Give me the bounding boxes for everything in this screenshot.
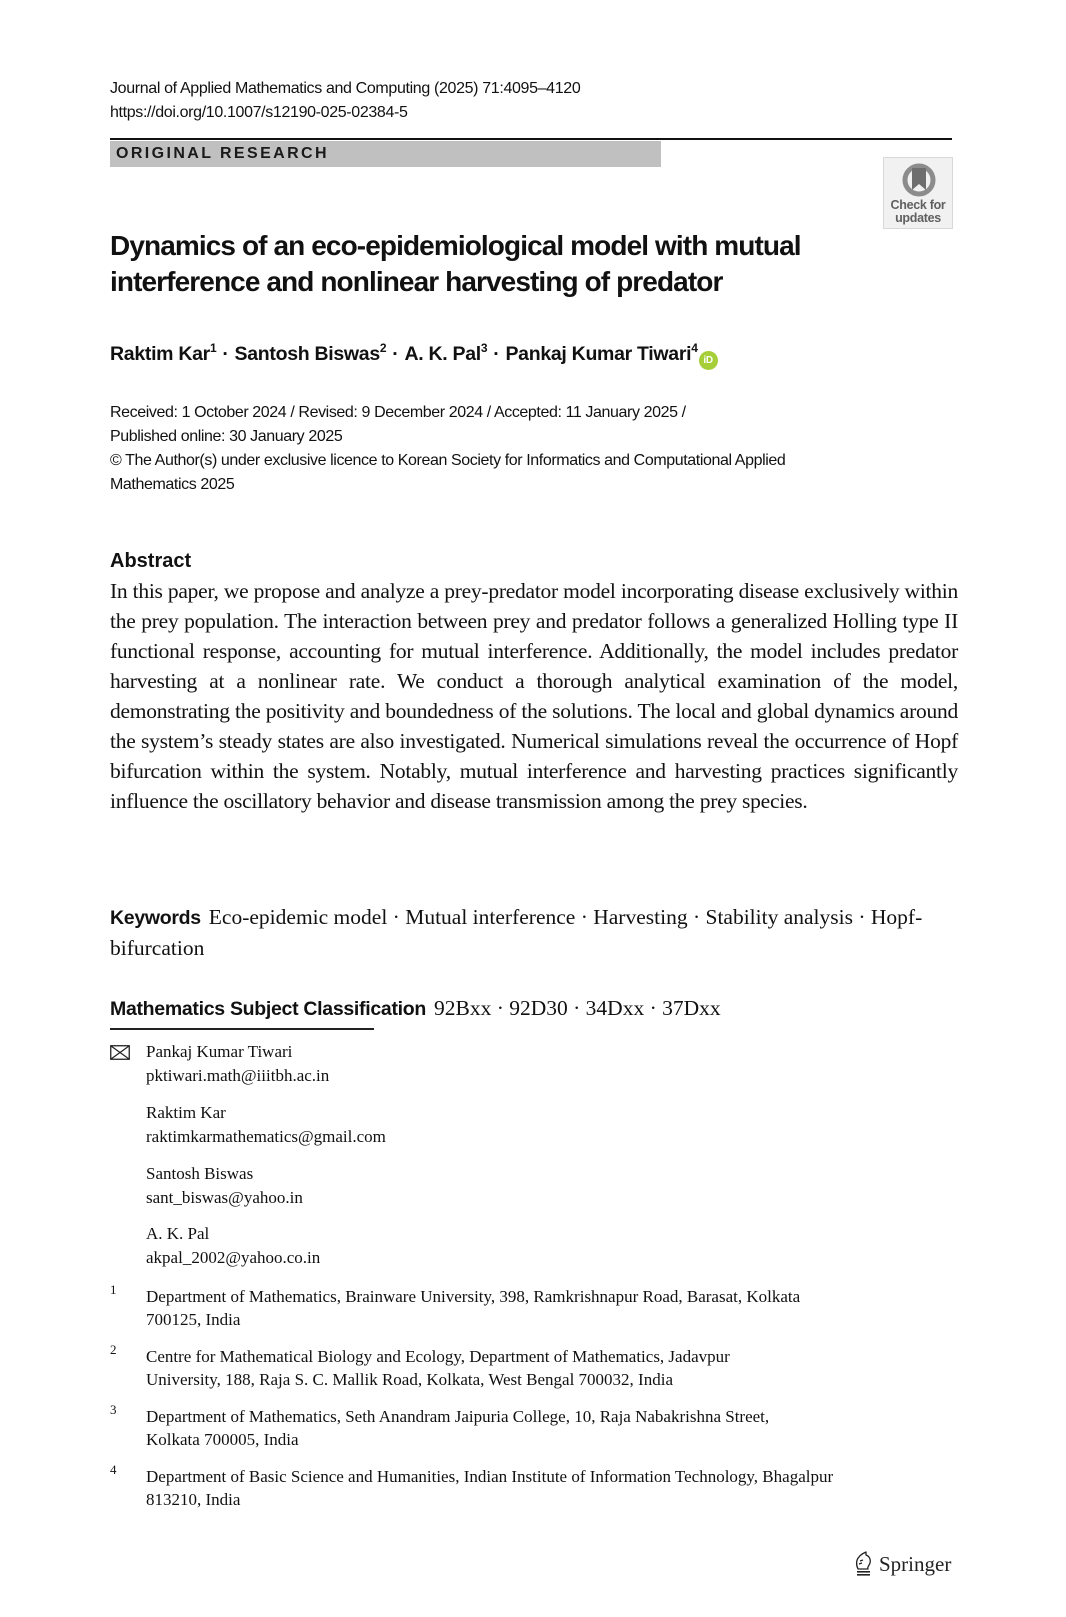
keywords-text: Eco-epidemic model · Mutual interference · Harvesting · Stability analysis · Hopf-bifurcation [110,905,923,960]
check-for-updates-line2: updates [895,211,941,225]
author-affiliation-mark: 1 [209,341,217,355]
springer-wordmark: Springer [879,1552,952,1576]
check-for-updates-icon [901,162,937,200]
correspondence-name: Pankaj Kumar Tiwari [146,1042,293,1061]
msc-label: Mathematics Subject Classification [110,998,426,1020]
affiliation-number: 2 [110,1342,117,1357]
msc-classification [110,993,721,1024]
copyright-line: © The Author(s) under exclusive licence to Korean Society for Informatics and Computational Applied [110,452,786,469]
section-label: ORIGINAL RESEARCH [116,145,329,162]
correspondence-email[interactable]: akpal_2002@yahoo.co.in [146,1248,321,1267]
correspondence-entry [146,1162,303,1210]
envelope-icon [110,1045,130,1060]
correspondence-name: Santosh Biswas [146,1164,254,1183]
correspondence-email[interactable]: pktiwari.math@iiitbh.ac.in [146,1066,330,1085]
correspondence-email[interactable]: raktimkarmathematics@gmail.com [146,1127,386,1146]
affiliation-number: 4 [110,1462,117,1477]
dates-line: Published online: 30 January 2025 [110,428,343,445]
author-affiliation-mark: 3 [480,341,488,355]
copyright-line: Mathematics 2025 [110,476,235,493]
keywords-label: Keywords [110,907,201,929]
doi-link[interactable]: https://doi.org/10.1007/s12190-025-02384-5 [110,104,408,121]
affiliation [146,1405,966,1451]
abstract-text: In this paper, we propose and analyze a prey-predator model incorporating disease exclusively within the prey population. The interaction between prey and predator follows a generalized Holling type II functional response, accounting for mutual interference. Additionally, the model includes predator harvesting at a nonlinear rate. We conduct a thorough analytical examination of the model, demonstrating the positivity and boundedness of the solutions. The local and global dynamics around the system’s steady states are also investigated. Numerical simulations reveal the occurrence of Hopf bifurcation within the system. Notably, mutual interference and harvesting practices significantly influence the oscillatory behavior and disease transmission among the prey species. [110,579,958,813]
author-name[interactable]: Santosh Biswas [234,343,380,365]
correspondence-email[interactable]: sant_biswas@yahoo.in [146,1188,303,1207]
affiliation-number: 1 [110,1282,117,1297]
correspondence-name: A. K. Pal [146,1224,210,1243]
keywords [110,902,958,963]
check-for-updates-line1: Check for [890,198,946,212]
author-list [110,342,718,370]
footnote-rule [110,1028,374,1030]
paper-title-line2: interference and nonlinear harvesting of predator [110,266,723,297]
affiliation-line: Kolkata 700005, India [146,1430,299,1449]
msc-codes: 92Bxx · 92D30 · 34Dxx · 37Dxx [433,996,721,1020]
affiliation-number: 3 [110,1402,117,1417]
correspondence-entry [146,1040,329,1088]
correspondence-name: Raktim Kar [146,1103,226,1122]
correspondence-entry [146,1222,320,1270]
paper-title [110,228,870,300]
correspondence-entry [146,1101,386,1149]
affiliation-line: University, 188, Raja S. C. Mallik Road, Kolkata, West Bengal 700032, India [146,1370,673,1389]
journal-citation: Journal of Applied Mathematics and Computing (2025) 71:4095–4120 [110,80,581,97]
affiliation [146,1345,966,1391]
abstract-heading: Abstract [110,550,192,572]
affiliation-line: Department of Basic Science and Humanities, Indian Institute of Information Technology, Bhagalpur [146,1467,834,1486]
author-separator: · [222,343,229,365]
author-affiliation-mark: 4 [691,341,698,355]
affiliation-line: Department of Mathematics, Brainware University, 398, Ramkrishnapur Road, Barasat, Kolkata [146,1287,801,1306]
author-name[interactable]: Pankaj Kumar Tiwari [505,343,692,365]
header-rule [110,138,952,140]
author-name[interactable]: A. K. Pal [404,343,481,365]
affiliation-line: 813210, India [146,1490,241,1509]
affiliation-line: Centre for Mathematical Biology and Ecology, Department of Mathematics, Jadavpur [146,1347,730,1366]
section-label-band [110,141,661,167]
orcid-icon[interactable]: iD [699,351,718,370]
publication-dates [110,401,785,497]
affiliation [146,1285,966,1331]
affiliation-line: Department of Mathematics, Seth Anandram Jaipuria College, 10, Raja Nabakrishna Street, [146,1407,770,1426]
affiliation [146,1465,966,1511]
check-for-updates-button[interactable] [883,157,953,229]
author-separator: · [392,343,399,365]
paper-title-line1: Dynamics of an eco-epidemiological model with mutual [110,230,801,261]
author-affiliation-mark: 2 [379,341,387,355]
dates-line: Received: 1 October 2024 / Revised: 9 December 2024 / Accepted: 11 January 2025 / [110,404,686,421]
affiliation-line: 700125, India [146,1310,241,1329]
springer-horse-icon [852,1551,876,1577]
author-separator: · [493,343,500,365]
author-name[interactable]: Raktim Kar [110,343,210,365]
